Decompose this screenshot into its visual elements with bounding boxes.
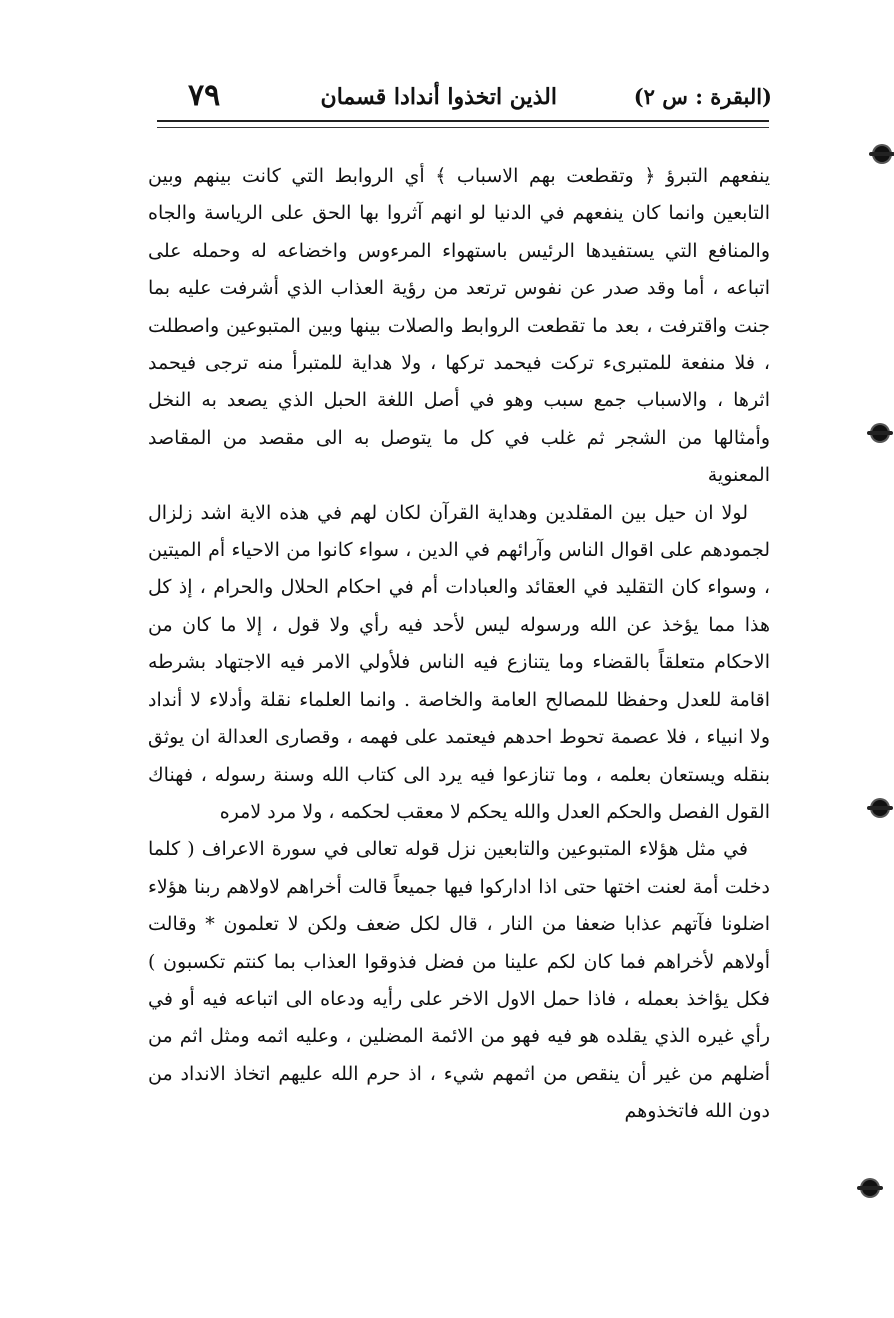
section-title: الذين اتخذوا أندادا قسمان [320,84,557,110]
punch-hole-mark [872,425,888,441]
punch-hole-mark [872,800,888,816]
paragraph: ينفعهم التبرؤ ﴿ وتقطعت بهم الاسباب ﴾ أي الروابط التي كانت بينهم وبين التابعين وانما كان ينفعهم في الدنيا لو انهم آثروا بها الحق على الرياسة والجاه والمنافع التي يستفيدها الرئيس باستهواء المرءوس واخضاعه له وحمله على اتباعه ، أما وقد صدر عن نفوس ترتعد من رؤية العذاب الذي أشرفت عليه بما جنت واقترفت ، بعد ما تقطعت الروابط والصلات بينها وبين المتبوعين واصطلت ، فلا منفعة للمتبرىء تركت فيحمد تركها ، ولا هداية للمتبرأ منه ترجى فيحمد اثرها ، والاسباب جمع سبب وهو في أصل اللغة الحبل الذي يصعد به النخل وأمثالها من الشجر ثم غلب في كل ما يتوصل به الى مقصد من المقاصد المعنوية [148,165,770,487]
header-rule-thin [157,127,769,128]
body-text [148,158,770,1131]
header-rule [157,120,769,122]
paragraph: لولا ان حيل بين المقلدين وهداية القرآن لكان لهم في هذه الاية اشد زلزال لجمودهم على اقوال الناس وآرائهم في الدين ، سواء كانوا من الاحياء أم الميتين ، وسواء كان التقليد في العقائد والعبادات أم في احكام الحلال والحرام ، إذ كل هذا مما يؤخذ عن الله ورسوله ليس لأحد فيه رأي ولا قول ، إلا ما كان من الاحكام متعلقاً بالقضاء وما يتنازع فيه الناس فلأولي الامر فيه الاجتهاد بشرطه اقامة للعدل وحفظا للمصالح العامة والخاصة . وانما العلماء نقلة وأدلاء لا أنداد ولا انبياء ، فلا عصمة تحوط احدهم فيعتمد على فهمه ، وقصارى العدالة ان يوثق بنقله ويستعان بعلمه ، وما تنازعوا فيه يرد الى كتاب الله وسنة رسوله ، فهناك القول الفصل والحكم العدل والله يحكم لا معقب لحكمه ، ولا مرد لامره [148,501,770,823]
paragraph: في مثل هؤلاء المتبوعين والتابعين نزل قوله تعالى في سورة الاعراف ( كلما دخلت أمة لعنت اختها حتى اذا اداركوا فيها جميعاً قالت أخراهم لاولاهم ربنا هؤلاء اضلونا فآتهم عذابا ضعفا من النار ، قال لكل ضعف ولكن لا تعلمون * وقالت أولاهم لأخراهم فما كان لكم علينا من فضل فذوقوا العذاب بما كنتم تكسبون ) فكل يؤاخذ بعمله ، فاذا حمل الاول الاخر على رأيه ودعاه الى اتباعه فيه أو في رأي غيره الذي يقلده هو فيه فهو من الائمة المضلين ، وعليه اثمه ومثل اثم من أضلهم من غير أن ينقص من اثمهم شيء ، اذ حرم الله عليهم اتخاذ الانداد من دون الله فاتخذوهم [148,838,770,1123]
punch-hole-mark [874,146,890,162]
punch-hole-mark [862,1180,878,1196]
page-number: ٧٩ [188,78,221,113]
surah-reference: (البقرة : س ٢) [633,84,772,109]
running-header [150,78,772,118]
